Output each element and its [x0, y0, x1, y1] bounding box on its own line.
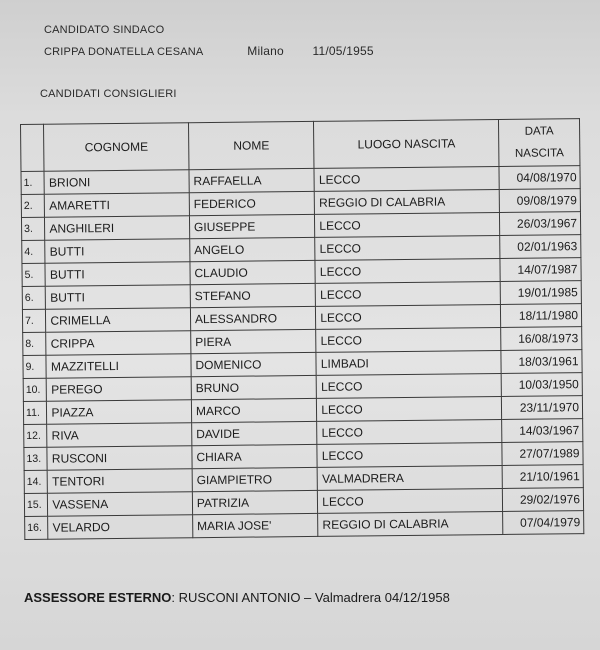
row-first-name: STEFANO — [190, 283, 316, 307]
mayor-section-title: CANDIDATO SINDACO — [44, 24, 165, 36]
mayor-birth-date: 11/05/1955 — [312, 44, 374, 58]
assessor-colon: : — [171, 590, 179, 605]
row-first-name: ALESSANDRO — [190, 306, 316, 330]
header-birthdate — [499, 119, 580, 167]
row-birthplace: LECCO — [317, 442, 502, 467]
row-number: 11. — [23, 401, 47, 424]
row-number: 13. — [24, 447, 48, 470]
row-birthplace: LECCO — [318, 488, 503, 513]
row-first-name: GIAMPIETRO — [192, 467, 318, 491]
row-birthplace: REGGIO DI CALABRIA — [318, 511, 503, 536]
row-first-name: ANGELO — [190, 237, 316, 261]
row-number: 1. — [21, 171, 45, 194]
header-name: NOME — [188, 121, 314, 169]
header-birthdate-line2: NASCITA — [514, 147, 564, 160]
candidates-table — [20, 118, 584, 540]
mayor-birth-city: Milano — [247, 44, 284, 58]
row-surname: PIAZZA — [47, 400, 192, 425]
row-surname: CRIPPA — [46, 331, 191, 356]
row-birthdate: 21/10/1961 — [502, 465, 583, 489]
row-birthdate: 23/11/1970 — [502, 396, 583, 420]
row-number: 16. — [25, 516, 49, 539]
row-birthplace: LECCO — [315, 258, 500, 283]
mayor-name: CRIPPA DONATELLA CESANA — [44, 46, 204, 58]
row-birthplace: LECCO — [317, 396, 502, 421]
row-number: 9. — [23, 355, 47, 378]
row-birthplace: LECCO — [315, 212, 500, 237]
row-birthplace: VALMADRERA — [317, 465, 502, 490]
row-surname: VASSENA — [48, 492, 193, 517]
row-first-name: PIERA — [191, 329, 317, 353]
row-number: 8. — [23, 332, 47, 355]
row-surname: BUTTI — [46, 285, 191, 310]
row-birthdate: 18/11/1980 — [501, 304, 582, 328]
row-birthplace: LECCO — [317, 419, 502, 444]
row-surname: RUSCONI — [47, 446, 192, 471]
row-birthdate: 26/03/1967 — [500, 212, 581, 236]
row-birthdate: 29/02/1976 — [503, 488, 584, 512]
row-birthplace: REGGIO DI CALABRIA — [315, 189, 500, 214]
header-birthplace: LUOGO NASCITA — [314, 119, 499, 168]
row-birthplace: LECCO — [315, 235, 500, 260]
row-number: 2. — [21, 194, 45, 217]
row-first-name: MARIA JOSE' — [193, 513, 319, 537]
row-birthdate: 14/03/1967 — [502, 419, 583, 443]
row-first-name: CHIARA — [192, 444, 318, 468]
row-first-name: CLAUDIO — [190, 260, 316, 284]
row-number: 7. — [22, 309, 46, 332]
row-birthplace: LECCO — [315, 281, 500, 306]
row-birthdate: 19/01/1985 — [500, 281, 581, 305]
row-surname: RIVA — [47, 423, 192, 448]
row-birthdate: 02/01/1963 — [500, 235, 581, 259]
row-surname: PEREGO — [47, 377, 192, 402]
row-first-name: MARCO — [191, 398, 317, 422]
row-number: 3. — [21, 217, 45, 240]
row-first-name: FEDERICO — [189, 191, 315, 215]
row-number: 12. — [24, 424, 48, 447]
row-surname: BUTTI — [45, 239, 190, 264]
assessor-value: RUSCONI ANTONIO – Valmadrera 04/12/1958 — [178, 590, 450, 605]
row-birthdate: 09/08/1979 — [499, 189, 580, 213]
row-surname: AMARETTI — [45, 193, 190, 218]
row-number: 15. — [24, 493, 48, 516]
row-surname: BRIONI — [44, 170, 189, 195]
table-row — [25, 511, 584, 540]
row-birthplace: LIMBADI — [316, 350, 501, 375]
row-birthdate: 10/03/1950 — [501, 373, 582, 397]
header-birthdate-line1: DATA — [524, 125, 554, 138]
row-first-name: RAFFAELLA — [189, 168, 315, 192]
row-first-name: GIUSEPPE — [189, 214, 315, 238]
mayor-info-line — [44, 44, 374, 58]
row-birthplace: LECCO — [316, 304, 501, 329]
row-first-name: BRUNO — [191, 375, 317, 399]
row-birthdate: 04/08/1970 — [499, 166, 580, 190]
row-first-name: DOMENICO — [191, 352, 317, 376]
row-birthdate: 27/07/1989 — [502, 442, 583, 466]
row-surname: TENTORI — [48, 469, 193, 494]
row-birthdate: 18/03/1961 — [501, 350, 582, 374]
table-body — [21, 166, 584, 540]
row-surname: BUTTI — [45, 262, 190, 287]
row-surname: VELARDO — [48, 515, 193, 540]
row-first-name: PATRIZIA — [192, 490, 318, 514]
candidates-table-container — [20, 118, 600, 560]
row-birthdate: 07/04/1979 — [503, 511, 584, 535]
row-surname: CRIMELLA — [46, 308, 191, 333]
row-number: 14. — [24, 470, 48, 493]
row-number: 4. — [22, 240, 46, 263]
row-birthdate: 16/08/1973 — [501, 327, 582, 351]
row-number: 10. — [23, 378, 47, 401]
external-assessor-line — [24, 590, 450, 605]
row-surname: ANGHILERI — [45, 216, 190, 241]
council-section-title: CANDIDATI CONSIGLIERI — [40, 88, 177, 100]
row-first-name: DAVIDE — [192, 421, 318, 445]
row-number: 5. — [22, 263, 46, 286]
row-birthplace: LECCO — [314, 166, 499, 191]
table-header-row — [21, 119, 580, 172]
row-surname: MAZZITELLI — [46, 354, 191, 379]
row-birthplace: LECCO — [316, 373, 501, 398]
row-birthdate: 14/07/1987 — [500, 258, 581, 282]
row-number: 6. — [22, 286, 46, 309]
row-birthplace: LECCO — [316, 327, 501, 352]
header-surname: COGNOME — [44, 123, 189, 172]
header-number — [21, 124, 45, 171]
assessor-label: ASSESSORE ESTERNO — [24, 590, 172, 605]
